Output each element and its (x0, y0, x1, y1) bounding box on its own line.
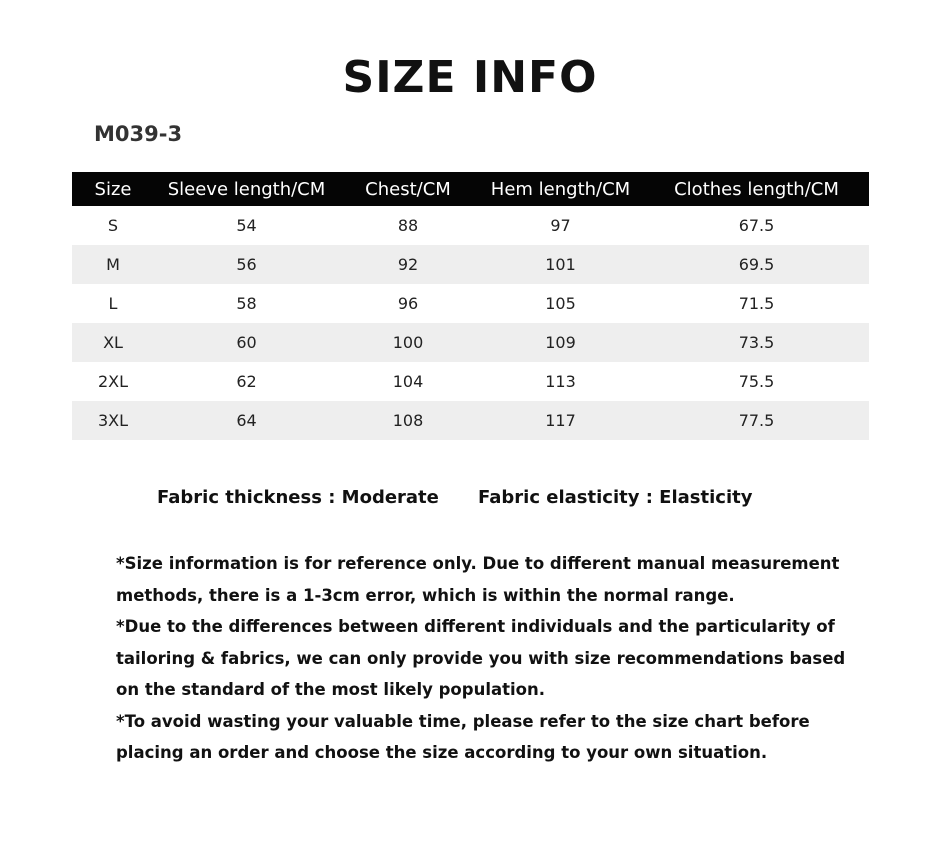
cell-sleeve-length: 56 (154, 245, 339, 284)
cell-chest: 100 (339, 323, 477, 362)
cell-hem-length: 105 (545, 294, 576, 313)
cell-size: XL (72, 323, 154, 362)
cell-sleeve-length: 64 (154, 401, 339, 440)
fabric-elasticity: Fabric elasticity : Elasticity (478, 487, 753, 508)
cell-clothes-length: 69.5 (644, 245, 869, 284)
note-measurement-error: *Size information is for reference only. Due to different manual measurement methods, there is a 1-3cm error, which is within the normal range. (116, 554, 840, 605)
cell-size: L (108, 294, 118, 313)
cell-size: 3XL (72, 401, 154, 440)
cell-chest: 88 (397, 216, 419, 235)
column-header-size: Size (72, 172, 154, 206)
column-header-clothes-length: Clothes length/CM (644, 172, 869, 206)
table-header-row (72, 172, 869, 206)
cell-sleeve-length: 58 (236, 294, 257, 313)
cell-clothes-length: 67.5 (738, 216, 775, 235)
table-row (72, 284, 869, 323)
table-row (72, 206, 869, 245)
table-row (72, 401, 869, 440)
size-table (72, 172, 869, 440)
cell-size: S (107, 216, 119, 235)
cell-sleeve-length: 62 (236, 372, 257, 391)
table-row (72, 245, 869, 284)
cell-clothes-length: 73.5 (644, 323, 869, 362)
model-number: M039-3 (94, 122, 183, 146)
cell-clothes-length: 77.5 (644, 401, 869, 440)
cell-hem-length: 109 (477, 323, 644, 362)
cell-size: 2XL (97, 372, 129, 391)
column-header-chest: Chest/CM (339, 172, 477, 206)
cell-clothes-length: 75.5 (738, 372, 775, 391)
cell-size: M (72, 245, 154, 284)
cell-sleeve-length: 54 (236, 216, 257, 235)
note-refer-to-chart: *To avoid wasting your valuable time, please refer to the size chart before placing an order and choose the size according to your own situation. (116, 711, 810, 762)
cell-sleeve-length: 60 (154, 323, 339, 362)
cell-chest: 96 (397, 294, 419, 313)
note-recommendation: *Due to the differences between different individuals and the particularity of tailoring & fabrics, we can only provide you with size recommendations based on the standard of the most likely population. (116, 617, 846, 699)
table-row (72, 323, 869, 362)
column-header-sleeve-length: Sleeve length/CM (154, 172, 339, 206)
cell-hem-length: 117 (477, 401, 644, 440)
cell-chest: 108 (339, 401, 477, 440)
fabric-thickness: Fabric thickness : Moderate (157, 487, 439, 508)
cell-chest: 92 (339, 245, 477, 284)
cell-hem-length: 101 (477, 245, 644, 284)
page-title: SIZE INFO (342, 52, 598, 103)
cell-hem-length: 113 (545, 372, 576, 391)
cell-clothes-length: 71.5 (738, 294, 775, 313)
cell-hem-length: 97 (550, 216, 571, 235)
column-header-hem-length: Hem length/CM (477, 172, 644, 206)
table-row (72, 362, 869, 401)
size-notes (116, 548, 846, 769)
cell-chest: 104 (392, 372, 424, 391)
